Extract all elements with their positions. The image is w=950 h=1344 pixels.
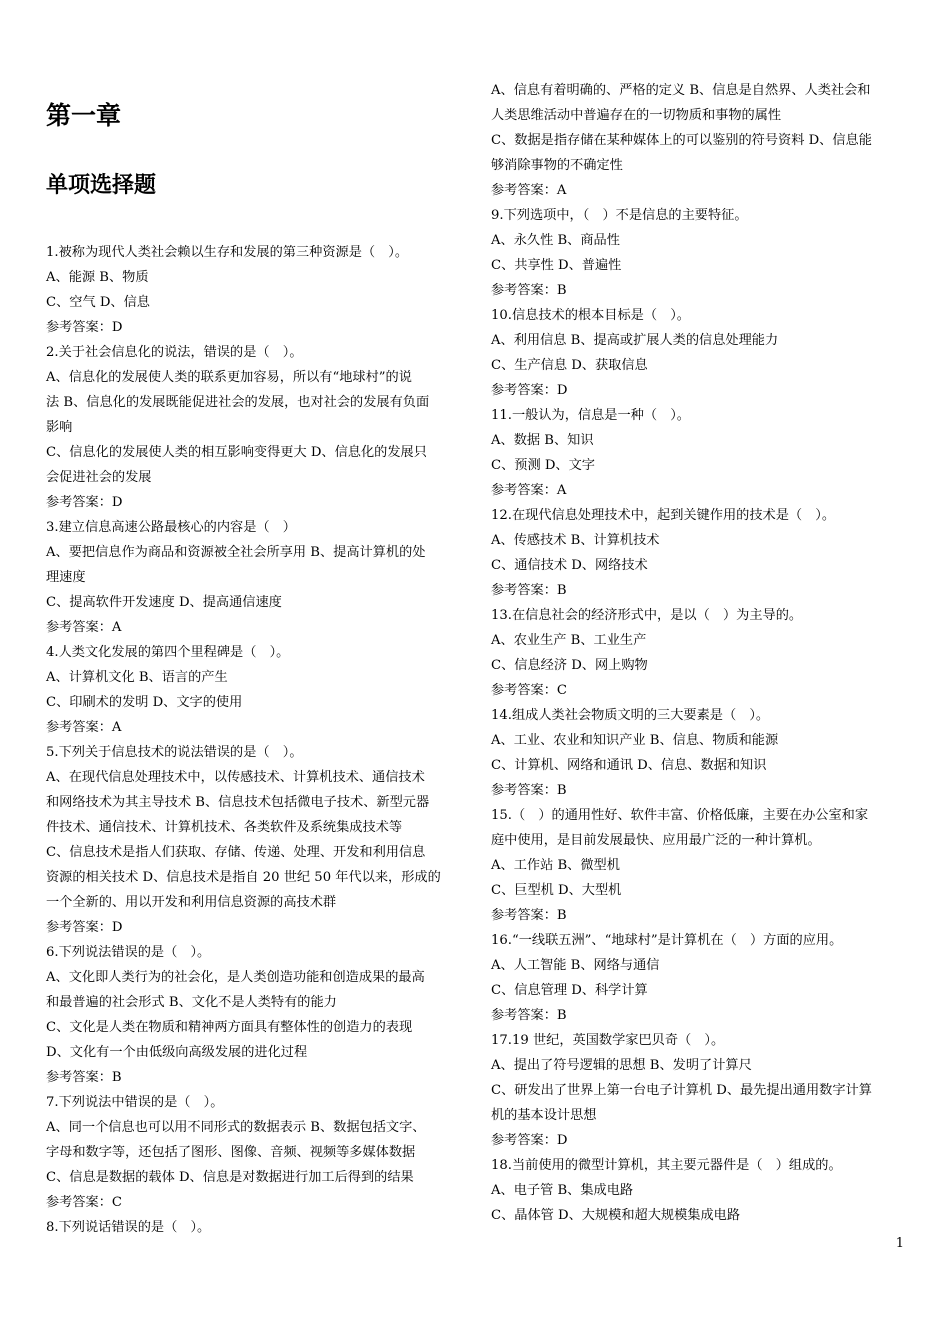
text-line: D、文化有一个由低级向高级发展的进化过程	[46, 1045, 308, 1060]
text-line: 2.关于社会信息化的说法，错误的是（ ）。	[46, 345, 303, 360]
text-line: 参考答案：A	[46, 720, 122, 735]
text-line: 理速度	[46, 570, 86, 585]
text-line: 参考答案：B	[491, 908, 567, 923]
text-line: A、能源 B、物质	[46, 270, 149, 285]
text-line: 参考答案：D	[46, 495, 123, 510]
text-line: 5.下列关于信息技术的说法错误的是（ ）。	[46, 745, 303, 760]
text-line: C、文化是人类在物质和精神两方面具有整体性的创造力的表现	[46, 1020, 413, 1035]
text-line: A、工业、农业和知识产业 B、信息、物质和能源	[491, 733, 779, 748]
text-line: 会促进社会的发展	[46, 470, 152, 485]
text-line: 参考答案：A	[491, 483, 567, 498]
text-line: 参考答案：A	[491, 183, 567, 198]
text-line: C、巨型机 D、大型机	[491, 883, 622, 898]
text-line: 参考答案：D	[46, 320, 123, 335]
text-line: A、传感技术 B、计算机技术	[491, 533, 660, 548]
text-line: C、信息化的发展使人类的相互影响变得更大 D、信息化的发展只	[46, 445, 427, 460]
text-line: 法 B、信息化的发展既能促进社会的发展，也对社会的发展有负面	[46, 395, 430, 410]
text-line: 参考答案：B	[491, 283, 567, 298]
text-line: 参考答案：D	[46, 920, 123, 935]
text-line: 3.建立信息高速公路最核心的内容是（ ）	[46, 520, 296, 535]
text-line: C、空气 D、信息	[46, 295, 150, 310]
text-line: 一个全新的、用以开发和利用信息资源的高技术群	[46, 895, 337, 910]
text-line: 4.人类文化发展的第四个里程碑是（ ）。	[46, 645, 290, 660]
text-line: 14.组成人类社会物质文明的三大要素是（ ）。	[491, 708, 770, 723]
text-line: A、永久性 B、商品性	[491, 233, 620, 248]
page-number: 1	[895, 1236, 904, 1251]
text-line: 够消除事物的不确定性	[491, 158, 623, 173]
text-line: 15.（ ）的通用性好、软件丰富、价格低廉，主要在办公室和家	[491, 808, 869, 823]
text-line: C、印刷术的发明 D、文字的使用	[46, 695, 243, 710]
text-line: A、利用信息 B、提高或扩展人类的信息处理能力	[491, 333, 779, 348]
text-line: 参考答案：D	[491, 383, 568, 398]
text-line: 参考答案：D	[491, 1133, 568, 1148]
text-line: A、在现代信息处理技术中，以传感技术、计算机技术、通信技术	[46, 770, 425, 785]
text-line: A、工作站 B、微型机	[491, 858, 620, 873]
text-line: A、农业生产 B、工业生产	[491, 633, 647, 648]
text-line: 资源的相关技术 D、信息技术是指自 20 世纪 50 年代以来，形成的	[46, 870, 441, 885]
text-line: 影响	[46, 420, 73, 435]
text-line: C、通信技术 D、网络技术	[491, 558, 648, 573]
text-line: A、提出了符号逻辑的思想 B、发明了计算尺	[491, 1058, 752, 1073]
text-line: A、数据 B、知识	[491, 433, 594, 448]
text-line: C、数据是指存储在某种媒体上的可以鉴别的符号资料 D、信息能	[491, 133, 872, 148]
left-column	[46, 240, 462, 1240]
text-line: A、人工智能 B、网络与通信	[491, 958, 660, 973]
text-line: 7.下列说法中错误的是（ ）。	[46, 1095, 224, 1110]
text-line: 和最普遍的社会形式 B、文化不是人类特有的能力	[46, 995, 337, 1010]
text-line: A、信息有着明确的、严格的定义 B、信息是自然界、人类社会和	[491, 83, 871, 98]
text-line: C、生产信息 D、获取信息	[491, 358, 648, 373]
text-line: C、信息经济 D、网上购物	[491, 658, 648, 673]
text-line: 1.被称为现代人类社会赖以生存和发展的第三种资源是（ ）。	[46, 245, 409, 260]
text-line: C、信息管理 D、科学计算	[491, 983, 648, 998]
text-line: 18.当前使用的微型计算机，其主要元器件是（ ）组成的。	[491, 1158, 842, 1173]
text-line: 8.下列说话错误的是（ ）。	[46, 1220, 211, 1235]
text-line: C、提高软件开发速度 D、提高通信速度	[46, 595, 282, 610]
text-line: 件技术、通信技术、计算机技术、各类软件及系统集成技术等	[46, 820, 403, 835]
section-title: 单项选择题	[46, 172, 157, 198]
text-line: 17.19 世纪，英国数学家巴贝奇（ ）。	[491, 1033, 725, 1048]
text-line: 字母和数字等，还包括了图形、图像、音频、视频等多媒体数据	[46, 1145, 416, 1160]
text-line: 11.一般认为，信息是一种（ ）。	[491, 408, 690, 423]
text-line: 12.在现代信息处理技术中，起到关键作用的技术是（ ）。	[491, 508, 836, 523]
text-line: 参考答案：A	[46, 620, 122, 635]
chapter-title: 第一章	[46, 101, 122, 130]
text-line: C、晶体管 D、大规模和超大规模集成电路	[491, 1208, 741, 1223]
text-line: C、信息技术是指人们获取、存储、传递、处理、开发和利用信息	[46, 845, 426, 860]
text-line: 机的基本设计思想	[491, 1108, 597, 1123]
text-line: A、文化即人类行为的社会化，是人类创造功能和创造成果的最高	[46, 970, 425, 985]
text-line: C、信息是数据的载体 D、信息是对数据进行加工后得到的结果	[46, 1170, 414, 1185]
text-line: C、预测 D、文字	[491, 458, 595, 473]
text-line: 参考答案：B	[491, 583, 567, 598]
text-line: A、同一个信息也可以用不同形式的数据表示 B、数据包括文字、	[46, 1120, 426, 1135]
text-line: 参考答案：B	[46, 1070, 122, 1085]
text-line: 人类思维活动中普遍存在的一切物质和事物的属性	[491, 108, 782, 123]
text-line: A、要把信息作为商品和资源被全社会所享用 B、提高计算机的处	[46, 545, 426, 560]
text-line: 庭中使用，是目前发展最快、应用最广泛的一种计算机。	[491, 833, 821, 848]
text-line: 参考答案：B	[491, 1008, 567, 1023]
text-line: 参考答案：B	[491, 783, 567, 798]
text-line: A、信息化的发展使人类的联系更加容易，所以有“地球村”的说	[46, 370, 412, 385]
right-column	[491, 78, 907, 1228]
text-line: 10.信息技术的根本目标是（ ）。	[491, 308, 690, 323]
text-line: A、计算机文化 B、语言的产生	[46, 670, 228, 685]
text-line: 13.在信息社会的经济形式中，是以（ ）为主导的。	[491, 608, 803, 623]
text-line: 参考答案：C	[491, 683, 568, 698]
text-line: 6.下列说法错误的是（ ）。	[46, 945, 211, 960]
text-line: 16.“一线联五洲”、“地球村”是计算机在（ ）方面的应用。	[491, 933, 843, 948]
text-line: C、共享性 D、普遍性	[491, 258, 622, 273]
text-line: 9.下列选项中，（ ）不是信息的主要特征。	[491, 208, 748, 223]
text-line: A、电子管 B、集成电路	[491, 1183, 634, 1198]
text-line: 和网络技术为其主导技术 B、信息技术包括微电子技术、新型元器	[46, 795, 430, 810]
text-line: C、研发出了世界上第一台电子计算机 D、最先提出通用数字计算	[491, 1083, 872, 1098]
text-line: C、计算机、网络和通讯 D、信息、数据和知识	[491, 758, 767, 773]
text-line: 参考答案：C	[46, 1195, 123, 1210]
